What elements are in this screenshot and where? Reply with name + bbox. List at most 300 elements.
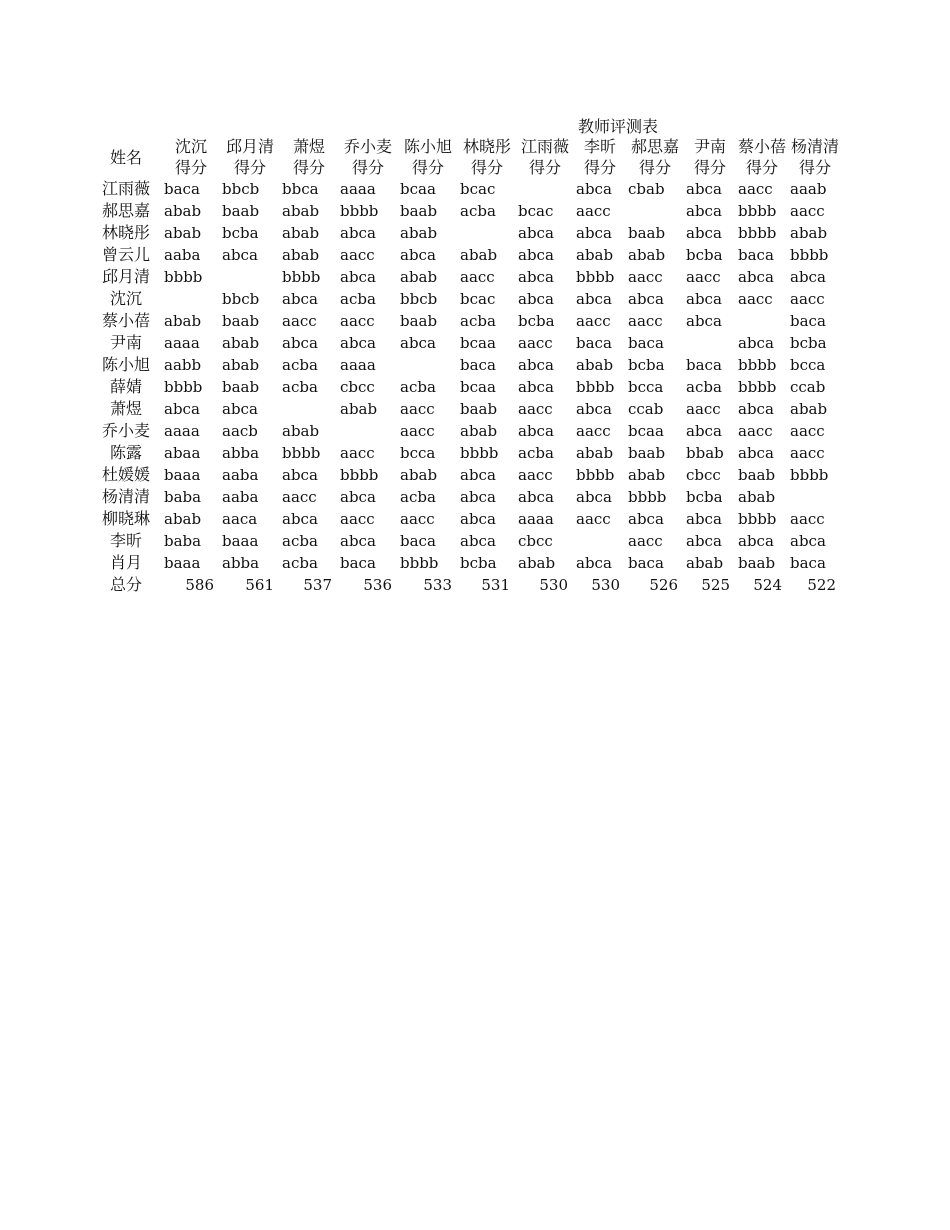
score-cell: bbbb <box>460 444 499 462</box>
score-cell: abca <box>518 488 554 506</box>
score-cell: aacc <box>576 312 611 330</box>
score-cell: abca <box>576 224 612 242</box>
score-cell: acba <box>686 378 722 396</box>
score-cell: bcba <box>686 488 723 506</box>
row-name: 郝思嘉 <box>101 201 150 220</box>
score-label: 得分 <box>528 158 561 177</box>
score-cell: bcba <box>222 224 259 242</box>
score-cell: aacc <box>518 334 553 352</box>
table-row <box>90 332 842 354</box>
teacher-column-header <box>338 136 398 178</box>
table-body <box>90 178 842 596</box>
score-cell: aaba <box>164 246 201 264</box>
score-cell: abab <box>164 224 202 242</box>
score-cell: abab <box>790 400 828 418</box>
score-cell: abca <box>738 334 774 352</box>
score-cell: aacc <box>400 422 435 440</box>
score-cell: abca <box>164 400 200 418</box>
score-cell: bbbb <box>340 466 379 484</box>
score-cell: baca <box>576 334 612 352</box>
score-cell: baab <box>738 554 776 572</box>
score-cell: bbbb <box>738 378 777 396</box>
score-cell: abab <box>282 224 320 242</box>
score-cell: abca <box>686 290 722 308</box>
score-cell <box>458 222 516 244</box>
score-cell: cbcc <box>340 378 375 396</box>
score-cell: aaba <box>222 466 259 484</box>
table-row <box>90 530 842 552</box>
total-cell: 533 <box>423 576 452 594</box>
row-name: 林晓彤 <box>101 223 150 242</box>
score-cell: bbbb <box>790 246 829 264</box>
table-row <box>90 222 842 244</box>
score-cell: bbbb <box>282 444 321 462</box>
score-label: 得分 <box>292 158 325 177</box>
score-cell: abab <box>576 444 614 462</box>
score-cell: cbcc <box>518 532 553 550</box>
score-cell: abca <box>340 224 376 242</box>
score-cell: aacc <box>738 180 773 198</box>
score-cell: abab <box>460 422 498 440</box>
table-row <box>90 464 842 486</box>
score-cell: aacc <box>628 268 663 286</box>
score-cell: baca <box>790 554 826 572</box>
score-cell: abca <box>282 510 318 528</box>
score-cell: abca <box>518 290 554 308</box>
score-cell: aacc <box>790 422 825 440</box>
score-cell: bcaa <box>460 378 496 396</box>
score-cell: abca <box>686 510 722 528</box>
score-cell: abca <box>222 400 258 418</box>
score-cell: cbab <box>628 180 665 198</box>
score-cell: bbbb <box>400 554 439 572</box>
score-cell: aacc <box>686 400 721 418</box>
score-cell: abca <box>282 466 318 484</box>
score-cell: aabb <box>164 356 202 374</box>
score-cell: abca <box>340 488 376 506</box>
total-cell: 531 <box>481 576 510 594</box>
teacher-name: 邱月清 <box>225 137 274 156</box>
score-cell: aacb <box>222 422 258 440</box>
teacher-column-header <box>516 136 574 178</box>
score-cell: bbbb <box>576 378 615 396</box>
score-cell: bcaa <box>628 422 664 440</box>
score-cell: bbbb <box>164 378 203 396</box>
row-name: 陈小旭 <box>101 355 150 374</box>
table-row <box>90 552 842 574</box>
score-cell <box>162 288 220 310</box>
score-cell: bbcb <box>222 290 260 308</box>
row-name: 尹南 <box>109 333 142 352</box>
teacher-column-header <box>574 136 626 178</box>
score-cell: abab <box>576 356 614 374</box>
score-cell: abca <box>518 268 554 286</box>
score-label: 得分 <box>693 158 726 177</box>
score-cell: aaaa <box>518 510 554 528</box>
score-cell: abca <box>460 488 496 506</box>
score-cell: aacc <box>340 510 375 528</box>
score-cell: baaa <box>164 466 201 484</box>
score-cell: baba <box>164 532 202 550</box>
score-cell: aacc <box>282 312 317 330</box>
score-cell: abab <box>164 510 202 528</box>
table-row <box>90 420 842 442</box>
score-cell: aacc <box>576 202 611 220</box>
score-cell: bcba <box>790 334 827 352</box>
score-cell: aacc <box>576 510 611 528</box>
row-name: 杨清清 <box>101 487 150 506</box>
row-name: 蔡小蓓 <box>101 311 150 330</box>
score-cell: abab <box>222 334 260 352</box>
score-cell: baab <box>222 202 260 220</box>
row-name: 李昕 <box>109 531 142 550</box>
score-cell: abca <box>628 510 664 528</box>
evaluation-table <box>90 112 842 596</box>
score-cell: aacc <box>340 444 375 462</box>
score-cell: abca <box>460 510 496 528</box>
row-name: 邱月清 <box>101 267 150 286</box>
score-cell: abca <box>400 246 436 264</box>
table-row <box>90 310 842 332</box>
score-cell: abca <box>518 356 554 374</box>
score-cell: abaa <box>164 444 201 462</box>
score-cell: acba <box>400 378 436 396</box>
score-cell: bcba <box>518 312 555 330</box>
score-cell: baab <box>222 378 260 396</box>
score-cell: abca <box>686 202 722 220</box>
score-cell: bcba <box>686 246 723 264</box>
score-cell: bbbb <box>790 466 829 484</box>
score-cell: bbbb <box>576 268 615 286</box>
score-cell: acba <box>460 202 496 220</box>
row-name: 乔小麦 <box>101 421 150 440</box>
teacher-name: 江雨薇 <box>520 137 569 156</box>
total-cell: 530 <box>591 576 620 594</box>
row-name: 曾云儿 <box>101 245 150 264</box>
score-cell: bbbb <box>628 488 667 506</box>
score-cell: abca <box>790 268 826 286</box>
score-cell: abca <box>518 224 554 242</box>
score-cell: abca <box>400 334 436 352</box>
score-cell: baab <box>460 400 498 418</box>
score-cell: aacc <box>628 312 663 330</box>
table-row <box>90 486 842 508</box>
score-cell: baca <box>460 356 496 374</box>
total-row <box>90 574 842 596</box>
score-cell: abab <box>790 224 828 242</box>
score-cell: abca <box>686 312 722 330</box>
score-label: 得分 <box>174 158 207 177</box>
score-cell: aaba <box>222 488 259 506</box>
score-cell: bbbb <box>164 268 203 286</box>
score-cell: baca <box>738 246 774 264</box>
score-cell: aacc <box>790 202 825 220</box>
score-cell: cbcc <box>686 466 721 484</box>
score-cell: abab <box>738 488 776 506</box>
score-cell: baca <box>400 532 436 550</box>
total-cell: 524 <box>753 576 782 594</box>
teacher-name: 蔡小蓓 <box>737 137 786 156</box>
score-cell: abca <box>518 422 554 440</box>
score-cell: baca <box>164 180 200 198</box>
score-cell: aacc <box>518 466 553 484</box>
score-cell: abab <box>518 554 556 572</box>
score-cell: aaaa <box>164 334 200 352</box>
score-label: 得分 <box>470 158 503 177</box>
score-cell: abca <box>460 532 496 550</box>
score-cell: abab <box>282 422 320 440</box>
score-cell: abca <box>738 444 774 462</box>
header-spacer-row <box>90 112 842 136</box>
score-cell: aaaa <box>164 422 200 440</box>
score-cell: bcca <box>628 378 664 396</box>
score-cell: bbbb <box>738 224 777 242</box>
score-cell: abca <box>738 400 774 418</box>
row-name: 薛婧 <box>109 377 142 396</box>
score-cell: acba <box>518 444 554 462</box>
score-cell: baca <box>340 554 376 572</box>
score-cell: acba <box>400 488 436 506</box>
score-cell: acba <box>282 356 318 374</box>
teacher-name: 林晓彤 <box>462 137 511 156</box>
score-cell: aaab <box>790 180 827 198</box>
score-cell: bbca <box>282 180 319 198</box>
teacher-column-header <box>788 136 842 178</box>
score-label: 得分 <box>798 158 831 177</box>
teacher-name: 杨清清 <box>790 137 839 156</box>
score-cell: aaaa <box>340 356 376 374</box>
score-cell: bcba <box>628 356 665 374</box>
score-label: 得分 <box>745 158 778 177</box>
score-cell: abab <box>222 356 260 374</box>
score-cell: bbbb <box>576 466 615 484</box>
score-cell: aacc <box>738 422 773 440</box>
score-cell: aacc <box>518 400 553 418</box>
row-name: 肖月 <box>109 553 142 572</box>
row-name: 陈露 <box>109 443 142 462</box>
score-cell: acba <box>282 554 318 572</box>
score-label: 得分 <box>351 158 384 177</box>
header-row <box>90 136 842 178</box>
score-cell: acba <box>460 312 496 330</box>
score-cell: ccab <box>628 400 664 418</box>
score-cell <box>626 200 684 222</box>
score-cell: abab <box>628 466 666 484</box>
score-cell: bcaa <box>460 334 496 352</box>
score-cell: acba <box>340 290 376 308</box>
total-cell: 525 <box>701 576 730 594</box>
score-cell: aacc <box>738 290 773 308</box>
score-cell: bbcb <box>400 290 438 308</box>
sheet-title: 教师评测表 <box>578 117 659 136</box>
score-cell: abca <box>738 268 774 286</box>
total-cell: 561 <box>245 576 274 594</box>
name-header-label: 姓名 <box>109 147 142 167</box>
score-cell: abab <box>686 554 724 572</box>
score-cell <box>398 354 458 376</box>
row-name: 沈沉 <box>109 289 142 308</box>
score-cell: bbbb <box>282 268 321 286</box>
table-row <box>90 354 842 376</box>
total-cell: 526 <box>649 576 678 594</box>
score-cell: abca <box>282 290 318 308</box>
score-cell: baab <box>628 224 666 242</box>
score-cell: abca <box>340 268 376 286</box>
score-cell: aacc <box>790 510 825 528</box>
score-cell: acba <box>282 378 318 396</box>
total-cell: 537 <box>303 576 332 594</box>
score-label: 得分 <box>638 158 671 177</box>
score-cell: aacc <box>790 290 825 308</box>
score-cell: baaa <box>164 554 201 572</box>
score-cell: abba <box>222 444 260 462</box>
teacher-name: 尹南 <box>693 137 726 156</box>
table-row <box>90 244 842 266</box>
score-cell: abab <box>400 268 438 286</box>
score-cell: abca <box>222 246 258 264</box>
score-cell: abab <box>400 224 438 242</box>
teacher-column-header <box>458 136 516 178</box>
table-row <box>90 266 842 288</box>
score-cell: abca <box>686 532 722 550</box>
score-cell: baca <box>628 554 664 572</box>
score-cell: bbcb <box>222 180 260 198</box>
row-name: 江雨薇 <box>101 179 150 198</box>
teacher-name: 乔小麦 <box>343 137 392 156</box>
teacher-name: 沈沉 <box>174 137 207 156</box>
score-cell <box>574 530 626 552</box>
score-cell: abab <box>282 246 320 264</box>
score-cell: bcac <box>460 180 496 198</box>
row-name: 柳晓琳 <box>101 509 150 528</box>
score-cell: abca <box>340 334 376 352</box>
score-cell: abca <box>576 554 612 572</box>
teacher-column-header <box>280 136 338 178</box>
total-label: 总分 <box>109 575 142 594</box>
score-cell: abca <box>790 532 826 550</box>
total-cell: 530 <box>539 576 568 594</box>
score-cell: bbbb <box>738 202 777 220</box>
score-cell: abca <box>686 422 722 440</box>
row-name: 萧煜 <box>109 399 142 418</box>
teacher-column-header <box>684 136 736 178</box>
teacher-column-header <box>220 136 280 178</box>
score-cell: baab <box>400 202 438 220</box>
score-cell: aaaa <box>340 180 376 198</box>
score-cell: bbbb <box>340 202 379 220</box>
score-cell: aacc <box>400 400 435 418</box>
score-cell: aacc <box>790 444 825 462</box>
teacher-name: 郝思嘉 <box>630 137 679 156</box>
teacher-column-header <box>162 136 220 178</box>
score-cell: abca <box>628 290 664 308</box>
score-cell: aacc <box>628 532 663 550</box>
score-cell: baba <box>164 488 202 506</box>
score-cell: abab <box>164 312 202 330</box>
score-cell: bbbb <box>738 510 777 528</box>
score-cell: bcaa <box>400 180 436 198</box>
score-cell: baab <box>738 466 776 484</box>
score-cell: baab <box>400 312 438 330</box>
name-column-header <box>90 136 162 178</box>
score-cell: abca <box>576 400 612 418</box>
table-row <box>90 376 842 398</box>
score-cell: baab <box>222 312 260 330</box>
score-cell: abab <box>400 466 438 484</box>
score-cell: baca <box>790 312 826 330</box>
score-cell: aacc <box>460 268 495 286</box>
score-label: 得分 <box>583 158 616 177</box>
score-cell: abca <box>518 378 554 396</box>
table-row <box>90 442 842 464</box>
score-cell: abab <box>576 246 614 264</box>
score-cell: bcba <box>460 554 497 572</box>
score-cell: baca <box>686 356 722 374</box>
score-cell: baca <box>628 334 664 352</box>
score-cell <box>338 420 398 442</box>
score-cell: abca <box>282 334 318 352</box>
total-cell: 586 <box>185 576 214 594</box>
score-cell: bbab <box>686 444 724 462</box>
score-cell: abca <box>576 290 612 308</box>
score-cell: bcca <box>790 356 826 374</box>
score-cell <box>736 310 788 332</box>
score-cell: aacc <box>340 246 375 264</box>
score-cell: abab <box>340 400 378 418</box>
score-cell: abca <box>340 532 376 550</box>
score-cell: ccab <box>790 378 826 396</box>
table-row <box>90 200 842 222</box>
score-cell: bbbb <box>738 356 777 374</box>
score-cell: aaca <box>222 510 258 528</box>
score-cell <box>516 178 574 200</box>
score-cell: abca <box>686 180 722 198</box>
score-cell: aacc <box>340 312 375 330</box>
total-cell: 536 <box>363 576 392 594</box>
total-cell: 522 <box>807 576 836 594</box>
score-cell: abab <box>460 246 498 264</box>
table-row <box>90 178 842 200</box>
score-cell: aacc <box>282 488 317 506</box>
row-name: 杜媛媛 <box>101 465 150 484</box>
score-label: 得分 <box>233 158 266 177</box>
teacher-column-header <box>626 136 684 178</box>
score-cell <box>280 398 338 420</box>
score-cell: bcca <box>400 444 436 462</box>
score-cell: abca <box>738 532 774 550</box>
score-cell <box>684 332 736 354</box>
score-cell: abab <box>628 246 666 264</box>
score-cell: baab <box>628 444 666 462</box>
score-cell: abba <box>222 554 260 572</box>
score-cell <box>788 486 842 508</box>
table-row <box>90 288 842 310</box>
score-cell: abca <box>460 466 496 484</box>
score-cell: aacc <box>686 268 721 286</box>
score-cell: acba <box>282 532 318 550</box>
score-cell: abab <box>282 202 320 220</box>
teacher-column-header <box>736 136 788 178</box>
teacher-name: 李昕 <box>583 137 616 156</box>
score-cell: abab <box>164 202 202 220</box>
teacher-name: 陈小旭 <box>403 137 452 156</box>
score-cell: aacc <box>576 422 611 440</box>
teacher-name: 萧煜 <box>292 137 325 156</box>
score-cell: aacc <box>400 510 435 528</box>
score-cell: abca <box>576 488 612 506</box>
table-row <box>90 508 842 530</box>
table-row <box>90 398 842 420</box>
